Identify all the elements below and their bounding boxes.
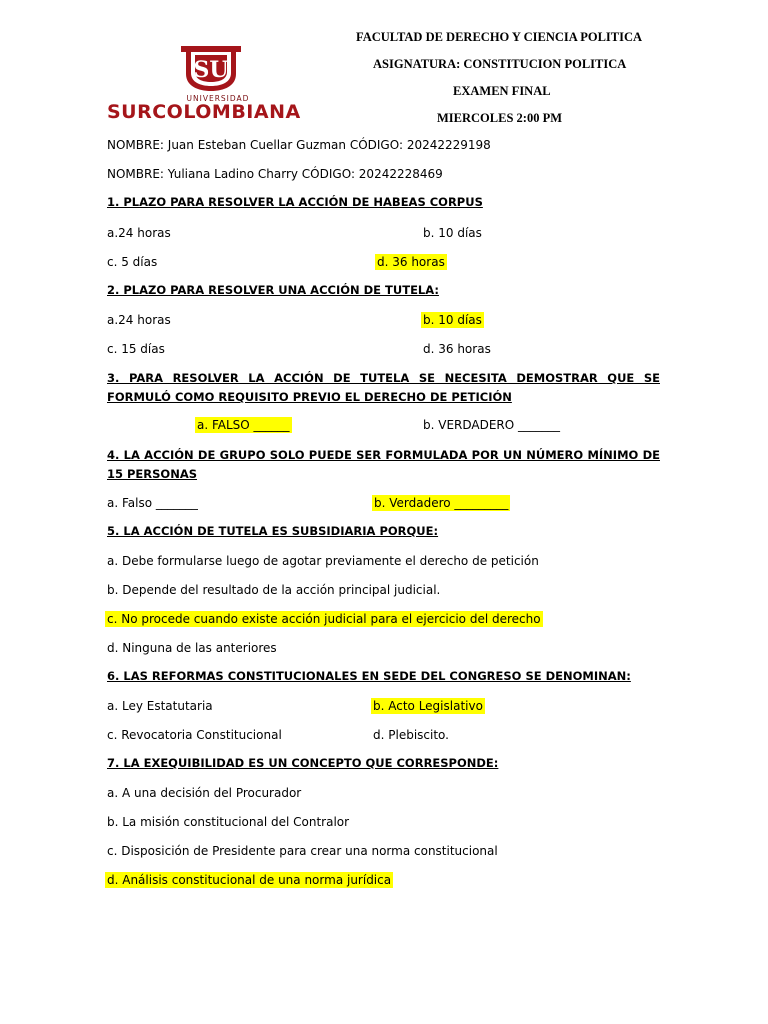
q7-option-d-highlighted: d. Análisis constitucional de una norma jurídica (107, 873, 392, 887)
q1-option-d-highlighted: d. 36 horas (377, 255, 445, 269)
q2-option-b-highlighted: b. 10 días (423, 313, 482, 327)
logo-university-label: UNIVERSIDAD (186, 94, 250, 103)
schedule-heading: MIERCOLES 2:00 PM (437, 111, 562, 125)
logo-letters: SU (193, 57, 229, 83)
q4-option-b-highlighted: b. Verdadero _________ (374, 496, 509, 510)
q7-option-a: a. A una decisión del Procurador (107, 786, 302, 800)
faculty-heading: FACULTAD DE DERECHO Y CIENCIA POLITICA (356, 30, 643, 44)
q5-option-a: a. Debe formularse luego de agotar previamente el derecho de petición (107, 554, 539, 568)
student-name-1: NOMBRE: Juan Esteban Cuellar Guzman CÓDIGO: 20242229198 (107, 138, 491, 152)
q6-option-b-highlighted: b. Acto Legislativo (373, 699, 483, 713)
exam-heading: EXAMEN FINAL (453, 84, 551, 98)
university-shield-logo (178, 44, 244, 92)
q4-option-a: a. Falso _______ (107, 496, 198, 510)
question-6-title: 6. LAS REFORMAS CONSTITUCIONALES EN SEDE DEL CONGRESO SE DENOMINAN: (107, 669, 631, 683)
q5-option-d: d. Ninguna de las anteriores (107, 641, 277, 655)
q3-option-b: b. VERDADERO _______ (423, 418, 561, 432)
question-3-title: 3. PARA RESOLVER LA ACCIÓN DE TUTELA SE NECESITA DEMOSTRAR QUE SE FORMULÓ COMO REQUISITO PREVIO EL DERECHO DE PETICIÓN (107, 371, 660, 404)
q5-option-b: b. Depende del resultado de la acción principal judicial. (107, 583, 441, 597)
q7-option-b: b. La misión constitucional del Contralor (107, 815, 350, 829)
q6-option-a: a. Ley Estatutaria (107, 699, 213, 713)
q2-option-c: c. 15 días (107, 342, 165, 356)
subject-heading: ASIGNATURA: CONSTITUCION POLITICA (373, 57, 627, 71)
q2-option-a: a.24 horas (107, 313, 171, 327)
q7-option-c: c. Disposición de Presidente para crear una norma constitucional (107, 844, 498, 858)
question-1-title: 1. PLAZO PARA RESOLVER LA ACCIÓN DE HABEAS CORPUS (107, 195, 483, 209)
logo-university-name: SURCOLOMBIANA (107, 101, 301, 123)
q1-option-b: b. 10 días (423, 226, 482, 240)
q6-option-d: d. Plebiscito. (373, 728, 449, 742)
question-2-title: 2. PLAZO PARA RESOLVER UNA ACCIÓN DE TUTELA: (107, 283, 439, 297)
question-5-title: 5. LA ACCIÓN DE TUTELA ES SUBSIDIARIA PORQUE: (107, 524, 439, 538)
q5-option-c-highlighted: c. No procede cuando existe acción judicial para el ejercicio del derecho (107, 612, 541, 626)
q2-option-d: d. 36 horas (423, 342, 491, 356)
q1-option-c: c. 5 días (107, 255, 158, 269)
q6-option-c: c. Revocatoria Constitucional (107, 728, 282, 742)
question-4-title: 4. LA ACCIÓN DE GRUPO SOLO PUEDE SER FORMULADA POR UN NÚMERO MÍNIMO DE 15 PERSONAS (107, 448, 660, 481)
student-name-2: NOMBRE: Yuliana Ladino Charry CÓDIGO: 20242228469 (107, 167, 443, 181)
q1-option-a: a.24 horas (107, 226, 171, 240)
question-7-title: 7. LA EXEQUIBILIDAD ES UN CONCEPTO QUE CORRESPONDE: (107, 756, 499, 770)
q3-option-a-highlighted: a. FALSO ______ (197, 418, 290, 432)
